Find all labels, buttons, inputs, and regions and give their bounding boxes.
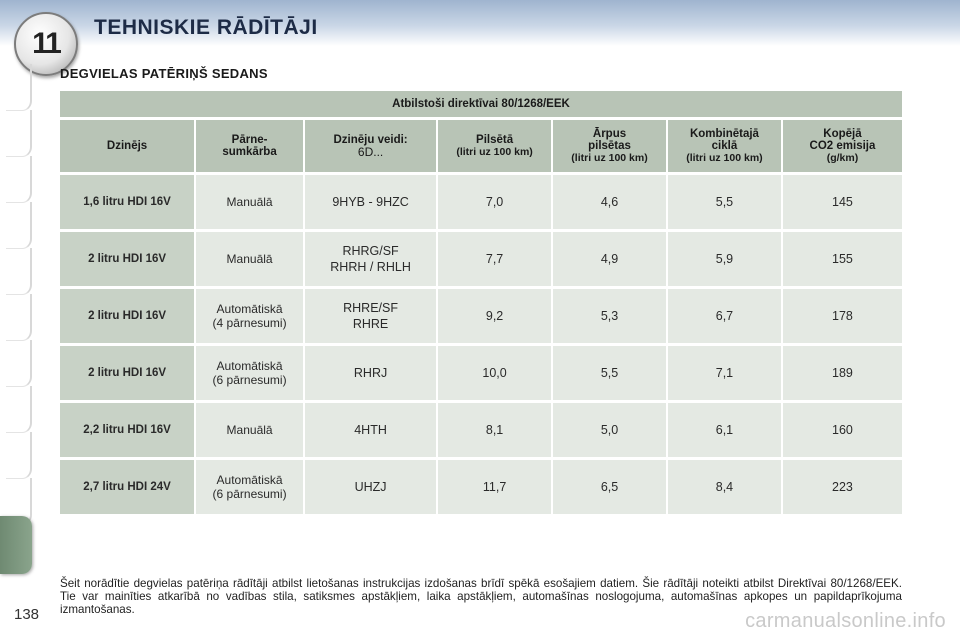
engine-code-cell — [305, 289, 436, 343]
engine-code-cell — [305, 346, 436, 400]
column-header-line: pilsētas — [588, 140, 631, 152]
footnote-text: Šeit norādītie degvielas patēriņa rādītāji atbilst lietošanas instrukcijas izdošanas brīdī spēkā esošajiem datiem. Šie rādītāji noteikti atbilst Direktīvai 80/1268/EEK. Tie var mainīties atkarībā no vadības stila, satiksmes apstākļiem, laika apstākļiem, automašīnas noslogojuma, automašīnas apkopes un papildaprīkojuma izmantošanas. — [60, 577, 902, 617]
engine-code-cell — [305, 175, 436, 229]
table-row — [60, 232, 902, 286]
column-header — [60, 120, 194, 172]
directive-header: Atbilstoši direktīvai 80/1268/EEK — [60, 91, 902, 117]
engine-cell — [60, 175, 194, 229]
engine-cell — [60, 460, 194, 514]
column-header-line: Kopējā — [823, 128, 862, 140]
chapter-tab-active[interactable] — [0, 516, 32, 574]
extra-urban-cell — [553, 403, 666, 457]
extra-urban-cell — [553, 346, 666, 400]
co2-cell-line: 178 — [832, 309, 853, 323]
co2-cell-line: 160 — [832, 423, 853, 437]
co2-cell — [783, 346, 902, 400]
gearbox-cell — [196, 346, 303, 400]
combined-cell — [668, 289, 781, 343]
gearbox-cell-line: Automātiskā — [216, 302, 283, 316]
co2-cell — [783, 460, 902, 514]
column-header-line: (g/km) — [826, 152, 859, 164]
gearbox-cell-line: Automātiskā — [216, 473, 283, 487]
chapter-tab-strip — [0, 64, 34, 574]
column-header-line: (litri uz 100 km) — [571, 152, 648, 164]
column-header-line: CO2 emisija — [809, 140, 876, 152]
combined-cell-line: 6,7 — [715, 309, 734, 323]
combined-cell-line: 6,1 — [715, 423, 734, 437]
table-row — [60, 346, 902, 400]
column-header — [305, 120, 436, 172]
combined-cell — [668, 346, 781, 400]
gearbox-cell-line: (6 pārnesumi) — [212, 487, 287, 501]
table-row — [60, 175, 902, 229]
engine-code-cell-line: RHRG/SF — [342, 244, 399, 258]
extra-urban-cell-line: 5,0 — [600, 423, 619, 437]
column-header — [196, 120, 303, 172]
gearbox-cell-line: Manuālā — [226, 423, 273, 437]
chapter-tab[interactable] — [6, 110, 32, 157]
combined-cell-line: 5,5 — [715, 195, 734, 209]
city-cell-line: 10,0 — [482, 366, 507, 380]
engine-cell-line: 2 litru HDI 16V — [88, 367, 167, 379]
column-header-line: ciklā — [711, 140, 738, 152]
gearbox-cell — [196, 460, 303, 514]
chapter-tab[interactable] — [6, 432, 32, 479]
engine-code-cell-line: 4HTH — [354, 423, 387, 437]
city-cell-line: 7,7 — [485, 252, 504, 266]
combined-cell-line: 5,9 — [715, 252, 734, 266]
gearbox-cell — [196, 232, 303, 286]
extra-urban-cell — [553, 460, 666, 514]
engine-code-cell — [305, 403, 436, 457]
chapter-tab[interactable] — [6, 202, 32, 249]
city-cell — [438, 403, 551, 457]
watermark: carmanualsonline.info — [745, 610, 946, 632]
city-cell-line: 11,7 — [482, 480, 507, 494]
co2-cell-line: 189 — [832, 366, 853, 380]
extra-urban-cell — [553, 232, 666, 286]
column-header-line: Kombinētajā — [689, 128, 759, 140]
extra-urban-cell-line: 5,3 — [600, 309, 619, 323]
gearbox-cell-line: (4 pārnesumi) — [212, 316, 287, 330]
combined-cell — [668, 460, 781, 514]
extra-urban-cell — [553, 175, 666, 229]
extra-urban-cell-line: 5,5 — [600, 366, 619, 380]
city-cell — [438, 460, 551, 514]
engine-cell-line: 2 litru HDI 16V — [88, 253, 167, 265]
city-cell-line: 9,2 — [485, 309, 504, 323]
combined-cell — [668, 403, 781, 457]
gearbox-cell-line: Manuālā — [226, 252, 273, 266]
co2-cell-line: 145 — [832, 195, 853, 209]
engine-code-cell — [305, 460, 436, 514]
engine-code-cell-line: RHRJ — [353, 366, 388, 380]
city-cell — [438, 232, 551, 286]
engine-cell — [60, 403, 194, 457]
co2-cell-line: 223 — [832, 480, 853, 494]
extra-urban-cell-line: 6,5 — [600, 480, 619, 494]
chapter-tab[interactable] — [6, 386, 32, 433]
city-cell-line: 7,0 — [485, 195, 504, 209]
gearbox-cell-line: Manuālā — [226, 195, 273, 209]
column-header-line: Pārne- — [231, 134, 268, 146]
co2-cell — [783, 232, 902, 286]
city-cell — [438, 175, 551, 229]
gearbox-cell — [196, 403, 303, 457]
combined-cell — [668, 232, 781, 286]
engine-cell — [60, 289, 194, 343]
chapter-tab[interactable] — [6, 294, 32, 341]
table-row — [60, 403, 902, 457]
column-header — [438, 120, 551, 172]
co2-cell — [783, 175, 902, 229]
fuel-consumption-table — [58, 88, 904, 517]
table-row — [60, 460, 902, 514]
engine-code-cell-line: RHRH / RHLH — [330, 260, 411, 274]
column-header — [783, 120, 902, 172]
chapter-title: TEHNISKIE RĀDĪTĀJI — [94, 16, 318, 39]
engine-code-cell — [305, 232, 436, 286]
column-header-line: Dzinējs — [106, 140, 148, 152]
engine-code-cell-line: RHRE/SF — [343, 301, 398, 315]
combined-cell-line: 7,1 — [715, 366, 734, 380]
engine-code-cell-line: RHRE — [352, 317, 389, 331]
chapter-tab[interactable] — [6, 156, 32, 203]
engine-code-cell-line: UHZJ — [354, 480, 387, 494]
column-header — [553, 120, 666, 172]
gearbox-cell — [196, 175, 303, 229]
chapter-tab[interactable] — [6, 248, 32, 295]
table-row — [60, 289, 902, 343]
column-header-line: Pilsētā — [476, 134, 514, 146]
column-header-line: (litri uz 100 km) — [456, 146, 533, 158]
engine-cell-line: 2 litru HDI 16V — [88, 310, 167, 322]
chapter-tab[interactable] — [6, 340, 32, 387]
column-header-line: sumkārba — [222, 146, 277, 158]
city-cell — [438, 289, 551, 343]
extra-urban-cell-line: 4,6 — [600, 195, 619, 209]
gearbox-cell-line: (6 pārnesumi) — [212, 373, 287, 387]
engine-cell — [60, 232, 194, 286]
section-title: DEGVIELAS PATĒRIŅŠ SEDANS — [60, 66, 268, 81]
gearbox-cell-line: Automātiskā — [216, 359, 283, 373]
co2-cell — [783, 289, 902, 343]
chapter-tab[interactable] — [6, 64, 32, 111]
column-header-line: Ārpus — [592, 128, 627, 140]
chapter-badge: 11 — [14, 12, 78, 76]
engine-cell-line: 1,6 litru HDI 16V — [83, 196, 171, 208]
combined-cell — [668, 175, 781, 229]
column-header-line: Dzinēju veidi: — [333, 134, 408, 146]
engine-cell-line: 2,7 litru HDI 24V — [83, 481, 171, 493]
extra-urban-cell — [553, 289, 666, 343]
combined-cell-line: 8,4 — [715, 480, 734, 494]
column-header-line: (litri uz 100 km) — [686, 152, 763, 164]
co2-cell-line: 155 — [832, 252, 853, 266]
city-cell — [438, 346, 551, 400]
page-number: 138 — [14, 606, 40, 623]
engine-cell-line: 2,2 litru HDI 16V — [83, 424, 171, 436]
column-header — [668, 120, 781, 172]
engine-code-cell-line: 9HYB - 9HZC — [332, 195, 409, 209]
city-cell-line: 8,1 — [485, 423, 504, 437]
extra-urban-cell-line: 4,9 — [600, 252, 619, 266]
co2-cell — [783, 403, 902, 457]
gearbox-cell — [196, 289, 303, 343]
column-header-line: 6D... — [357, 145, 384, 159]
engine-cell — [60, 346, 194, 400]
